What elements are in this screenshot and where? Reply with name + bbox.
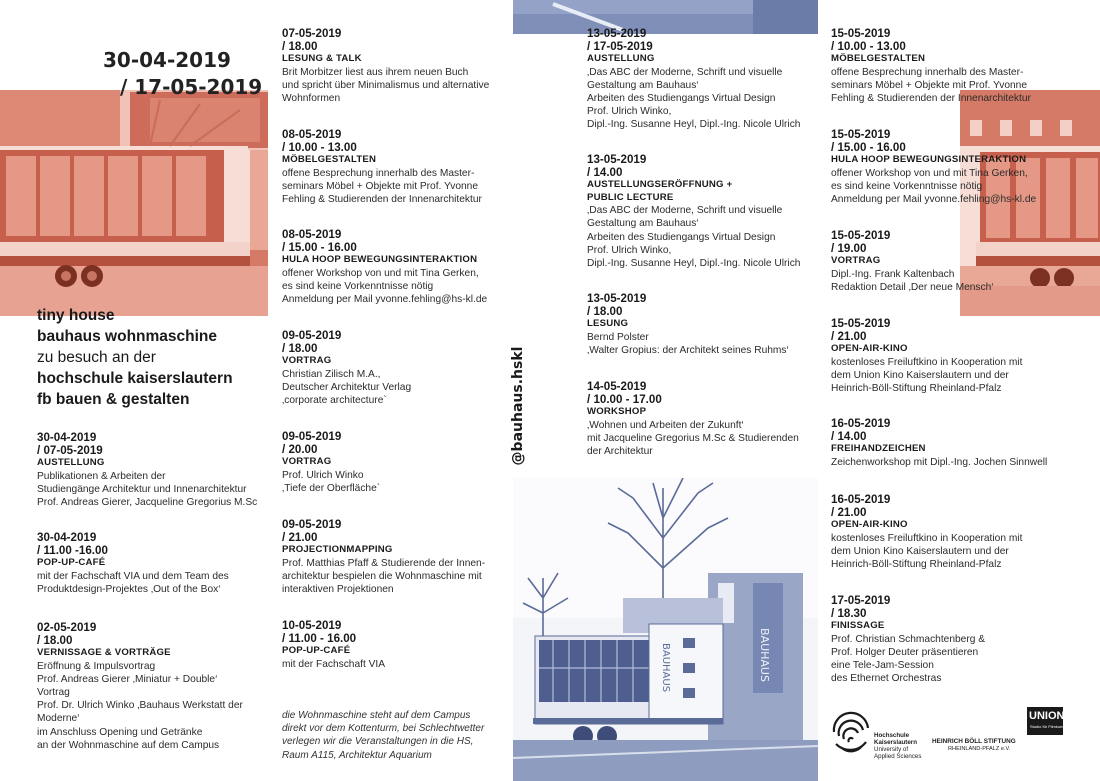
event-title: OPEN-AIR-KINO <box>831 343 908 354</box>
event-time: / 14.00 <box>587 166 623 179</box>
event-date: 13-05-2019 <box>587 292 647 305</box>
event-block <box>282 228 522 306</box>
event-date: 16-05-2019 <box>831 493 891 506</box>
event-time: / 15.00 - 16.00 <box>831 141 906 154</box>
event-text: mit der Fachschaft VIA <box>282 658 386 670</box>
event-block <box>282 619 522 671</box>
event-title: VERNISSAGE & VORTRÄGE <box>37 647 171 658</box>
event-text: Zeichenworkshop mit Dipl.-Ing. Jochen Sinnwell <box>831 456 1048 468</box>
event-block <box>831 128 1071 206</box>
headline-line-3: zu besuch an der <box>37 349 156 366</box>
headline-line-5: fb bauen & gestalten <box>37 391 190 408</box>
event-time: / 15.00 - 16.00 <box>282 241 357 254</box>
event-date: 17-05-2019 <box>831 594 891 607</box>
bauhaus-building-photo-blue <box>513 478 818 781</box>
event-text: Christian Zilisch M.A., Deutscher Architektur Verlag ‚corporate architecture` <box>282 368 412 406</box>
event-title: FINISSAGE <box>831 620 885 631</box>
event-time: / 14.00 <box>831 430 867 443</box>
event-date: 30-04-2019 <box>37 531 97 544</box>
hochschule-logo[interactable] <box>830 704 930 758</box>
event-text: Brit Morbitzer liest aus ihrem neuen Buch und spricht über Minimalismus und alternative Wohnformen <box>282 66 490 104</box>
event-block <box>587 380 827 458</box>
event-title: POP-UP-CAFÉ <box>282 645 351 656</box>
event-time: / 11.00 - 16.00 <box>282 632 357 645</box>
event-time: / 17-05-2019 <box>587 40 653 53</box>
fingerprint-logo-icon <box>830 706 872 754</box>
event-time: / 10.00 - 17.00 <box>587 393 662 406</box>
event-date: 08-05-2019 <box>282 128 342 141</box>
event-title: MÖBELGESTALTEN <box>282 154 377 165</box>
trailer-photo-red-left <box>0 90 268 316</box>
event-text: mit der Fachschaft VIA und dem Team des Produktdesign-Projektes ‚Out of the Box‘ <box>37 570 229 595</box>
event-time: / 21.00 <box>831 506 867 519</box>
building-sign-text: BAUHAUS <box>758 628 771 682</box>
event-time: / 19.00 <box>831 242 867 255</box>
event-block <box>37 531 277 596</box>
event-text: Eröffnung & Impulsvortrag Prof. Andreas Gierer ‚Miniatur + Double‘ Vortrag Prof. Dr. Ulrich Winko ‚Bauhaus Werkstatt der Moderne‘ im Anschluss Opening und Getränke an der Wohnmaschine auf dem Campus <box>37 660 243 751</box>
event-title: AUSTELLUNGSERÖFFNUNG + PUBLIC LECTURE <box>587 179 733 203</box>
event-date: 15-05-2019 <box>831 27 891 40</box>
event-time: / 10.00 - 13.00 <box>831 40 906 53</box>
event-text: Prof. Matthias Pfaff & Studierende der Innen- architektur bespielen die Wohnmaschine mit interaktiven Projektionen <box>282 557 486 595</box>
trailer-sign-text: BAUHAUS <box>660 643 671 693</box>
event-text: offene Besprechung innerhalb des Master- seminars Möbel + Objekte mit Prof. Yvonne Fehling & Studierenden der Innenarchitektur <box>831 66 1031 104</box>
event-date: 13-05-2019 <box>587 153 647 166</box>
event-date: 08-05-2019 <box>282 228 342 241</box>
event-time: / 18.00 <box>282 40 318 53</box>
event-text: offener Workshop von und mit Tina Gerken, es sind keine Vorkenntnisse nötig Anmeldung per Mail yvonne.fehling@hs-kl.de <box>282 267 488 305</box>
event-time: / 18.00 <box>37 634 73 647</box>
event-block <box>831 27 1071 105</box>
headline-line-4: hochschule kaiserslautern <box>37 370 233 387</box>
campus-note: die Wohnmaschine steht auf dem Campus direkt vor dem Kottenturm, bei Schlechtwetter verlegen wir die Veranstaltungen in die HS, Raum A115, Architektur Aquarium <box>282 710 485 761</box>
event-date: 30-04-2019 <box>37 431 97 444</box>
event-date: 13-05-2019 <box>587 27 647 40</box>
event-title: POP-UP-CAFÉ <box>37 557 106 568</box>
event-block <box>831 229 1071 294</box>
event-date: 15-05-2019 <box>831 128 891 141</box>
event-title: AUSTELLUNG <box>587 53 655 64</box>
event-block <box>37 621 277 752</box>
event-date: 15-05-2019 <box>831 229 891 242</box>
event-time: / 07-05-2019 <box>37 444 103 457</box>
event-time: / 20.00 <box>282 443 318 456</box>
event-text: Prof. Christian Schmachtenberg & Prof. Holger Deuter präsentieren eine Tele-Jam-Session des Ethernet Orchestras <box>831 633 986 685</box>
event-date: 09-05-2019 <box>282 518 342 531</box>
event-date: 09-05-2019 <box>282 430 342 443</box>
event-text: kostenloses Freiluftkino in Kooperation mit dem Union Kino Kaiserslautern und der Heinrich-Böll-Stiftung Rheinland-Pfalz <box>831 356 1023 394</box>
event-time: / 18.00 <box>282 342 318 355</box>
hochschule-subtitle: University of Applied Sciences <box>874 746 922 760</box>
event-text: offener Workshop von und mit Tina Gerken, es sind keine Vorkenntnisse nötig Anmeldung per Mail yvonne.fehling@hs-kl.de <box>831 167 1037 205</box>
event-title: OPEN-AIR-KINO <box>831 519 908 530</box>
headline <box>37 305 287 410</box>
instagram-handle-text: @bauhaus.hskl <box>510 346 526 466</box>
event-block <box>587 27 827 132</box>
event-block <box>587 153 827 270</box>
event-block <box>831 317 1071 395</box>
event-text: Prof. Ulrich Winko ‚Tiefe der Oberfläche` <box>282 469 381 494</box>
event-title: LESUNG <box>587 318 629 329</box>
event-time: / 21.00 <box>282 531 318 544</box>
headline-line-1: tiny house <box>37 307 115 324</box>
event-date: 02-05-2019 <box>37 621 97 634</box>
event-time: / 21.00 <box>831 330 867 343</box>
union-name: UNION <box>1029 710 1065 722</box>
event-title: WORKSHOP <box>587 406 647 417</box>
event-block <box>282 518 522 596</box>
date-range-start: 30-04-2019 <box>103 48 231 72</box>
event-text: ‚Das ABC der Moderne, Schrift und visuelle Gestaltung am Bauhaus‘ Arbeiten des Studiengangs Virtual Design Prof. Ulrich Winko, Dipl.-Ing. Susanne Heyl, Dipl.-Ing. Nicole Ulrich <box>587 66 801 131</box>
hochschule-name: Hochschule Kaiserslautern <box>874 732 917 746</box>
event-text: ‚Wohnen und Arbeiten der Zukunft‘ mit Jacqueline Gregorius M.Sc & Studierenden der Architektur <box>587 419 799 457</box>
event-text: Bernd Polster ‚Walter Gropius: der Architekt seines Ruhms‘ <box>587 331 789 356</box>
event-text: ‚Das ABC der Moderne, Schrift und visuelle Gestaltung am Bauhaus‘ Arbeiten des Studiengangs Virtual Design Prof. Ulrich Winko, Dipl.-Ing. Susanne Heyl, Dipl.-Ing. Nicole Ulrich <box>587 205 801 269</box>
event-date: 10-05-2019 <box>282 619 342 632</box>
headline-line-2: bauhaus wohnmaschine <box>37 328 218 345</box>
event-title: PROJECTIONMAPPING <box>282 544 393 555</box>
event-title: AUSTELLUNG <box>37 457 105 468</box>
event-title: LESUNG & TALK <box>282 53 362 64</box>
event-title: VORTRAG <box>282 456 332 467</box>
event-date: 09-05-2019 <box>282 329 342 342</box>
event-date: 07-05-2019 <box>282 27 342 40</box>
event-text: Publikationen & Arbeiten der Studiengänge Architektur und Innenarchitektur Prof. Andreas Gierer, Jacqueline Gregorius M.Sc <box>37 470 258 508</box>
boell-name: HEINRICH BÖLL STIFTUNG <box>932 738 1016 745</box>
event-title: HULA HOOP BEWEGUNGSINTERAKTION <box>831 154 1027 165</box>
event-block <box>831 417 1071 469</box>
event-time: / 18.00 <box>587 305 623 318</box>
event-title: VORTRAG <box>831 255 881 266</box>
event-block <box>282 128 522 206</box>
event-title: VORTRAG <box>282 355 332 366</box>
union-kino-logo[interactable] <box>1027 707 1066 735</box>
event-block <box>282 27 522 105</box>
boell-stiftung-logo[interactable] <box>932 738 1032 756</box>
instagram-handle[interactable] <box>508 342 528 470</box>
event-time: / 11.00 -16.00 <box>37 544 108 557</box>
event-title: FREIHANDZEICHEN <box>831 443 926 454</box>
event-time: / 18.30 <box>831 607 867 620</box>
event-time: / 10.00 - 13.00 <box>282 141 357 154</box>
event-date: 15-05-2019 <box>831 317 891 330</box>
boell-region: RHEINLAND-PFALZ e.V. <box>948 746 1011 752</box>
event-title: MÖBELGESTALTEN <box>831 53 926 64</box>
event-text: kostenloses Freiluftkino in Kooperation mit dem Union Kino Kaiserslautern und der Heinrich-Böll-Stiftung Rheinland-Pfalz <box>831 532 1023 570</box>
event-block <box>587 292 827 357</box>
event-date: 16-05-2019 <box>831 417 891 430</box>
union-subtitle: Studio für Filmkunst <box>1030 724 1066 729</box>
event-text: offene Besprechung innerhalb des Master- seminars Möbel + Objekte mit Prof. Yvonne Fehling & Studierenden der Innenarchitektur <box>282 167 482 205</box>
event-text: Dipl.-Ing. Frank Kaltenbach Redaktion Detail ‚Der neue Mensch‘ <box>831 268 994 293</box>
event-date: 14-05-2019 <box>587 380 647 393</box>
event-block <box>282 329 522 407</box>
event-block <box>831 493 1071 571</box>
event-title: HULA HOOP BEWEGUNGSINTERAKTION <box>282 254 478 265</box>
event-block <box>37 431 277 509</box>
event-block <box>282 430 522 495</box>
event-block <box>831 594 1071 685</box>
date-range-end: / 17-05-2019 <box>120 75 263 99</box>
